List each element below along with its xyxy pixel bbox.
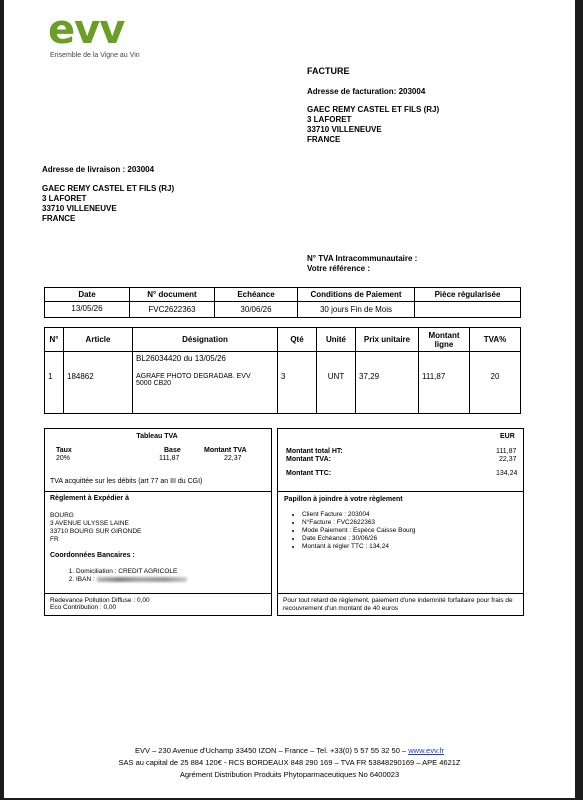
cell-line-num: 1 [45,352,64,414]
cell-designation [133,352,278,414]
col-date: Date [45,288,130,302]
cell-date: 13/05/26 [45,302,130,318]
payment-title: Règlement à Expédier à [50,495,129,502]
col-piece: Pièce régularisée [415,288,521,302]
billing-address-label: Adresse de facturation: 203004 [307,87,426,96]
total-tva-value: 22,37 [499,456,517,463]
total-ttc-label: Montant TTC: [286,470,332,477]
document-header-table [44,287,521,318]
late-payment-notice: Pour tout retard de règlement, paiement d'une indemnité forfaitaire pour frais de recouvrement d'un montant de 40 euros [283,597,513,612]
invoice-page [4,0,575,798]
col-article: Article [64,328,133,352]
papillon-payment-mode: • Mode Paiement : Espèce Caisse Bourg [302,527,415,535]
footer-legal: SAS au capital de 25 884 120€ - RCS BORDEAUX 848 290 169 – TVA FR 53848290169 – APE 4621Z [118,758,461,767]
total-tva-label: Montant TVA: [286,456,331,463]
cell-qty: 3 [278,352,317,414]
papillon-invoice: • N°Facture : FVC2622363 [302,519,415,527]
cell-conditions: 30 jours Fin de Mois [298,302,415,318]
website-link[interactable]: www.evv.fr [408,746,444,755]
bl-reference: BL26034420 du 13/05/26 [136,354,226,363]
delivery-address: GAEC REMY CASTEL ET FILS (RJ) 3 LAFORET 33710 VILLENEUVE FRANCE [42,184,175,223]
reference-label: Votre référence : [307,264,370,273]
tva-montant-label: Montant TVA [204,447,247,454]
eco-contribution: Eco Contribution : 0,00 [50,604,117,611]
payment-address: BOURG 3 AVENUE ULYSSE LAINE 33710 BOURG SUR GIRONDE FR [50,512,142,543]
col-conditions: Conditions de Paiement [298,288,415,302]
eco-redevance: Redevance Pollution Diffuse : 0,00 [50,597,150,604]
total-ht-label: Montant total HT: [286,448,343,455]
col-amount: Montant ligne [419,328,470,352]
papillon-list [280,511,415,551]
col-echeance: Echéance [215,288,298,302]
footer-address: EVV – 230 Avenue d'Uchamp 33450 IZON – France – Tel. +33(0) 5 57 55 32 50 – www.evv.fr [135,746,444,755]
bank-details [50,568,187,584]
col-unit: Unité [317,328,356,352]
delivery-address-label: Adresse de livraison : 203004 [42,165,155,174]
papillon-amount: • Montant à régler TTC : 134,24 [302,543,415,551]
total-ht-value: 111,87 [496,448,517,455]
papillon-title: Papillon à joindre à votre règlement [284,496,403,503]
footer-agrement: Agrément Distribution Produits Phytoparmaceutiques No 6400023 [179,770,400,779]
cell-amount: 111,87 [419,352,470,414]
bank-domiciliation: 1. Domiciliation : CREDIT AGRICOLE [76,568,187,576]
billing-address: GAEC REMY CASTEL ET FILS (RJ) 3 LAFORET 33710 VILLENEUVE FRANCE [307,105,440,144]
cell-document: FVC2622363 [130,302,215,318]
cell-price: 37,29 [356,352,419,414]
evv-logo: evv [48,7,125,53]
tva-montant-value: 22,37 [224,455,242,462]
divider [44,491,271,492]
col-price: Prix unitaire [356,328,419,352]
invoice-title: FACTURE [307,66,350,76]
invoice-lines-table [44,327,521,414]
iban-redacted [97,577,187,582]
bank-title: Coordonnées Bancaires : [50,552,135,559]
cell-unit: UNT [317,352,356,414]
col-tva: TVA% [470,328,521,352]
logo-tagline: Ensemble de la Vigne au Vin [50,52,140,59]
col-designation: Désignation [133,328,278,352]
divider [44,593,271,594]
cell-piece [415,302,521,318]
designation-text: AGRAFE PHOTO DEGRADAB. EVV 5000 CB20 [136,373,251,387]
tva-base-label: Base [164,447,181,454]
tva-base-value: 111,87 [159,455,180,462]
tva-note: TVA acquittée sur les débits (art 77 an III du CGI) [50,478,203,485]
cell-echeance: 30/06/26 [215,302,298,318]
cell-article: 184862 [64,352,133,414]
currency-label: EUR [500,433,515,440]
col-qty: Qté [278,328,317,352]
col-num: N° [45,328,64,352]
divider [277,491,523,492]
bank-iban: 2. IBAN : [76,576,187,584]
tva-taux-label: Taux [56,447,72,454]
col-document: N° document [130,288,215,302]
papillon-due-date: • Date Echéance : 30/06/26 [302,535,415,543]
divider [277,593,523,594]
cell-tva: 20 [470,352,521,414]
papillon-client: • Client Facture : 203004 [302,511,415,519]
tva-taux-value: 20% [56,455,71,462]
total-ttc-value: 134,24 [496,470,518,477]
tva-table-title: Tableau TVA [136,433,178,440]
tva-intra-label: N° TVA Intracommunautaire : [307,254,418,263]
